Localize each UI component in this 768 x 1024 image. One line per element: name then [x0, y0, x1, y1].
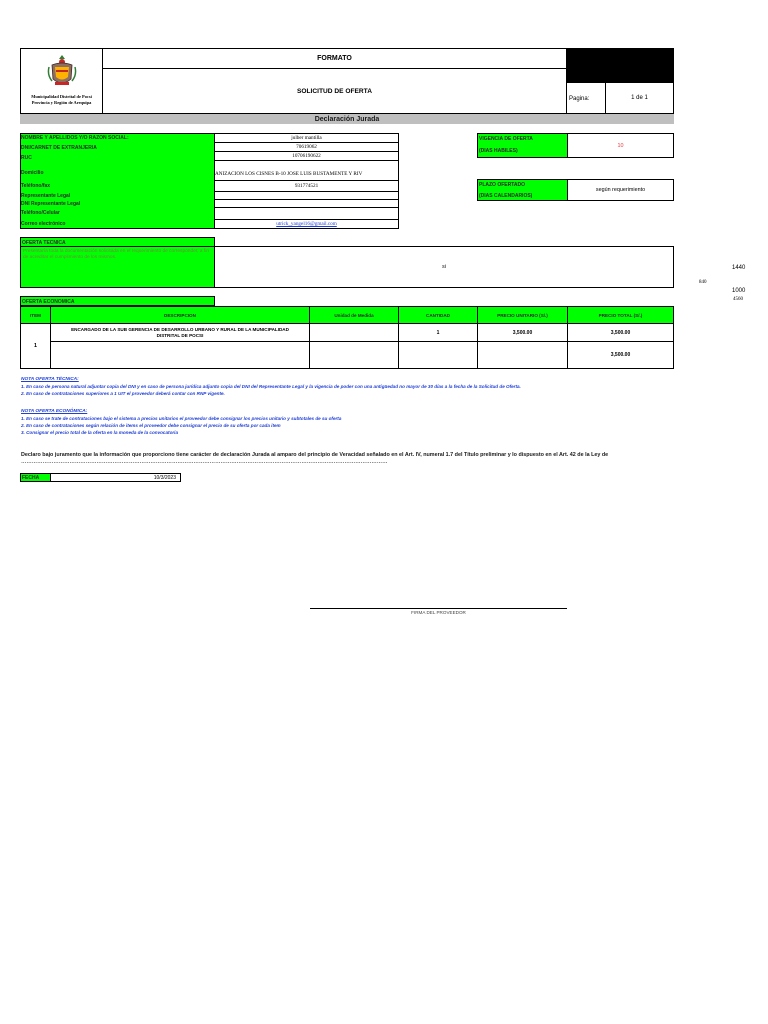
cell-empty-precio-unitario: [477, 341, 568, 369]
declaracion-jurada-banner: Declaración Jurada: [20, 114, 674, 124]
pagina-value: 1 de 1: [605, 82, 674, 114]
signature-line: [310, 608, 567, 609]
cell-cantidad: 1: [398, 323, 478, 342]
solicitud-title: SOLICITUD DE OFERTA: [102, 68, 567, 114]
side-number-4560: 4560: [733, 297, 743, 302]
nota-economica-title: NOTA OFERTA ECONÓMICA:: [21, 409, 88, 414]
label-dni: DNI/CARNET DE EXTRANJERIA: [21, 145, 97, 151]
formato-title: FORMATO: [102, 48, 567, 69]
vigencia-value: 10: [567, 133, 674, 158]
label-telefono-celular: Teléfono/Celular: [21, 210, 60, 216]
oferta-tecnica-text: Presentaría toda la documentación solicitada en el requerimiento de corresponder, a fin de acreditar el cumplimiento de los mismos.: [20, 246, 215, 288]
value-correo: [214, 219, 399, 229]
plazo-label-unit: (DIAS CALENDARIOS): [479, 193, 533, 199]
oferta-tecnica-value: si: [214, 246, 674, 288]
value-nombre: julber mantilla: [214, 133, 399, 143]
logo-box: [20, 48, 103, 114]
cell-precio-unitario: 3,500.00: [477, 323, 568, 342]
value-ruc: 10706190622: [214, 151, 399, 161]
nota-tecnica-1: 1. En caso de persona natural adjuntar copia del DNI y en caso de persona jurídica adjunto copia del DNI del Representante Legal y la vigencia de poder con una antigüedad no mayor de 30 días a la fecha de la Solicitud de Oferta.: [21, 384, 521, 389]
municipality-name: Municipalidad Distrital de Pocsi: [31, 94, 92, 99]
cell-precio-total: 3,500.00: [567, 323, 674, 342]
oferta-economica-title: OFERTA ECONOMICA: [20, 296, 215, 306]
label-nombre: NOMBRE Y APELLIDOS Y/O RAZON SOCIAL:: [21, 135, 129, 141]
municipality-region: Provincia y Región de Arequipa: [31, 100, 92, 105]
cell-total: 3,500.00: [567, 341, 674, 369]
municipal-crest-icon: [47, 53, 77, 89]
label-domicilio: Domicilio: [21, 170, 44, 176]
th-precio-unitario: PRECIO UNITARIO (S/.): [477, 306, 568, 324]
oferta-tecnica-title: OFERTA TECNICA: [20, 237, 215, 247]
nota-economica-2: 2. En caso de contrataciones según relación de items el proveedor debe consignar el precio de su oferta por cada item: [21, 423, 281, 428]
fecha-value: 10/3/2023: [50, 473, 181, 482]
cell-empty-cantidad: [398, 341, 478, 369]
plazo-label: PLAZO OFERTADO: [479, 182, 526, 188]
fecha-label: FECHA: [20, 473, 51, 482]
vigencia-label: VIGENCIA DE OFERTA: [479, 136, 533, 142]
label-telefono-fax: Teléfono/fax: [21, 183, 51, 189]
header-black-block: [566, 48, 674, 83]
th-cantidad: CANTIDAD: [398, 306, 478, 324]
th-unidad: Unidad de Medida: [309, 306, 399, 324]
declaration-text: Declaro bajo juramento que la información que proporciono tiene carácter de declaración Jurada al amparo del principio de Veracidad señalado en el Art. IV, numeral 1.7 del Título preliminar y lo dispuesto en el Art. 42 de la Ley de: [21, 452, 609, 458]
nota-economica-1: 1. En caso se trate de contrataciones bajo el sistema a precios unitarios el proveedor debe consignar los precios unitario y subtotales de su oferta: [21, 416, 342, 421]
value-dni: 70619062: [214, 142, 399, 152]
value-domicilio: ANIZACION LOS CISNES B-10 JOSE LUIS BUSTAMENTE Y RIV: [214, 160, 399, 181]
email-link[interactable]: utrick_yangel16@gmail.com: [276, 221, 337, 227]
cell-empty-unidad: [309, 341, 399, 369]
side-number-1000: 1000: [732, 288, 746, 294]
signature-label: FIRMA DEL PROVEEDOR: [411, 610, 466, 615]
label-dni-representante: DNI Representante Legal: [21, 201, 81, 207]
nota-tecnica-2: 2. En caso de contrataciones superiores a 1 UIT el proveedor deberá contar con RNP vigente.: [21, 391, 225, 396]
label-representante: Representante Legal: [21, 193, 71, 199]
side-number-840: 840: [699, 280, 707, 285]
pagina-label: Pagina:: [566, 82, 606, 114]
cell-unidad: [309, 323, 399, 342]
nota-tecnica-title: NOTA OFERTA TÉCNICA:: [21, 377, 79, 382]
label-correo: Correo electrónico: [21, 221, 66, 227]
value-telefono-fax: 931774521: [214, 180, 399, 192]
th-precio-total: PRECIO TOTAL (S/.): [567, 306, 674, 324]
vigencia-label-unit: (DIAS HABILES): [479, 148, 518, 154]
side-number-1440: 1440: [732, 265, 746, 271]
plazo-value: según requerimiento: [567, 179, 674, 201]
cell-empty-desc: [50, 341, 310, 369]
th-item: ITEM: [20, 306, 51, 324]
th-descripcion: DESCRIPCION: [50, 306, 310, 324]
nota-economica-3: 3. Consignar el precio total de la oferta en la moneda de la convocatoria: [21, 430, 178, 435]
declaration-cut-line: ……………………………………………………………………………………………………………………………………………………………………………………: [21, 461, 388, 465]
label-ruc: RUC: [21, 155, 32, 161]
cell-item: 1: [20, 323, 51, 369]
cell-descripcion: ENCARGADO DE LA SUB GERENCIA DE DESARROLLO URBANO Y RURAL DE LA MUNICIPALIDAD DISTRITAL DE POCSI: [50, 323, 310, 342]
